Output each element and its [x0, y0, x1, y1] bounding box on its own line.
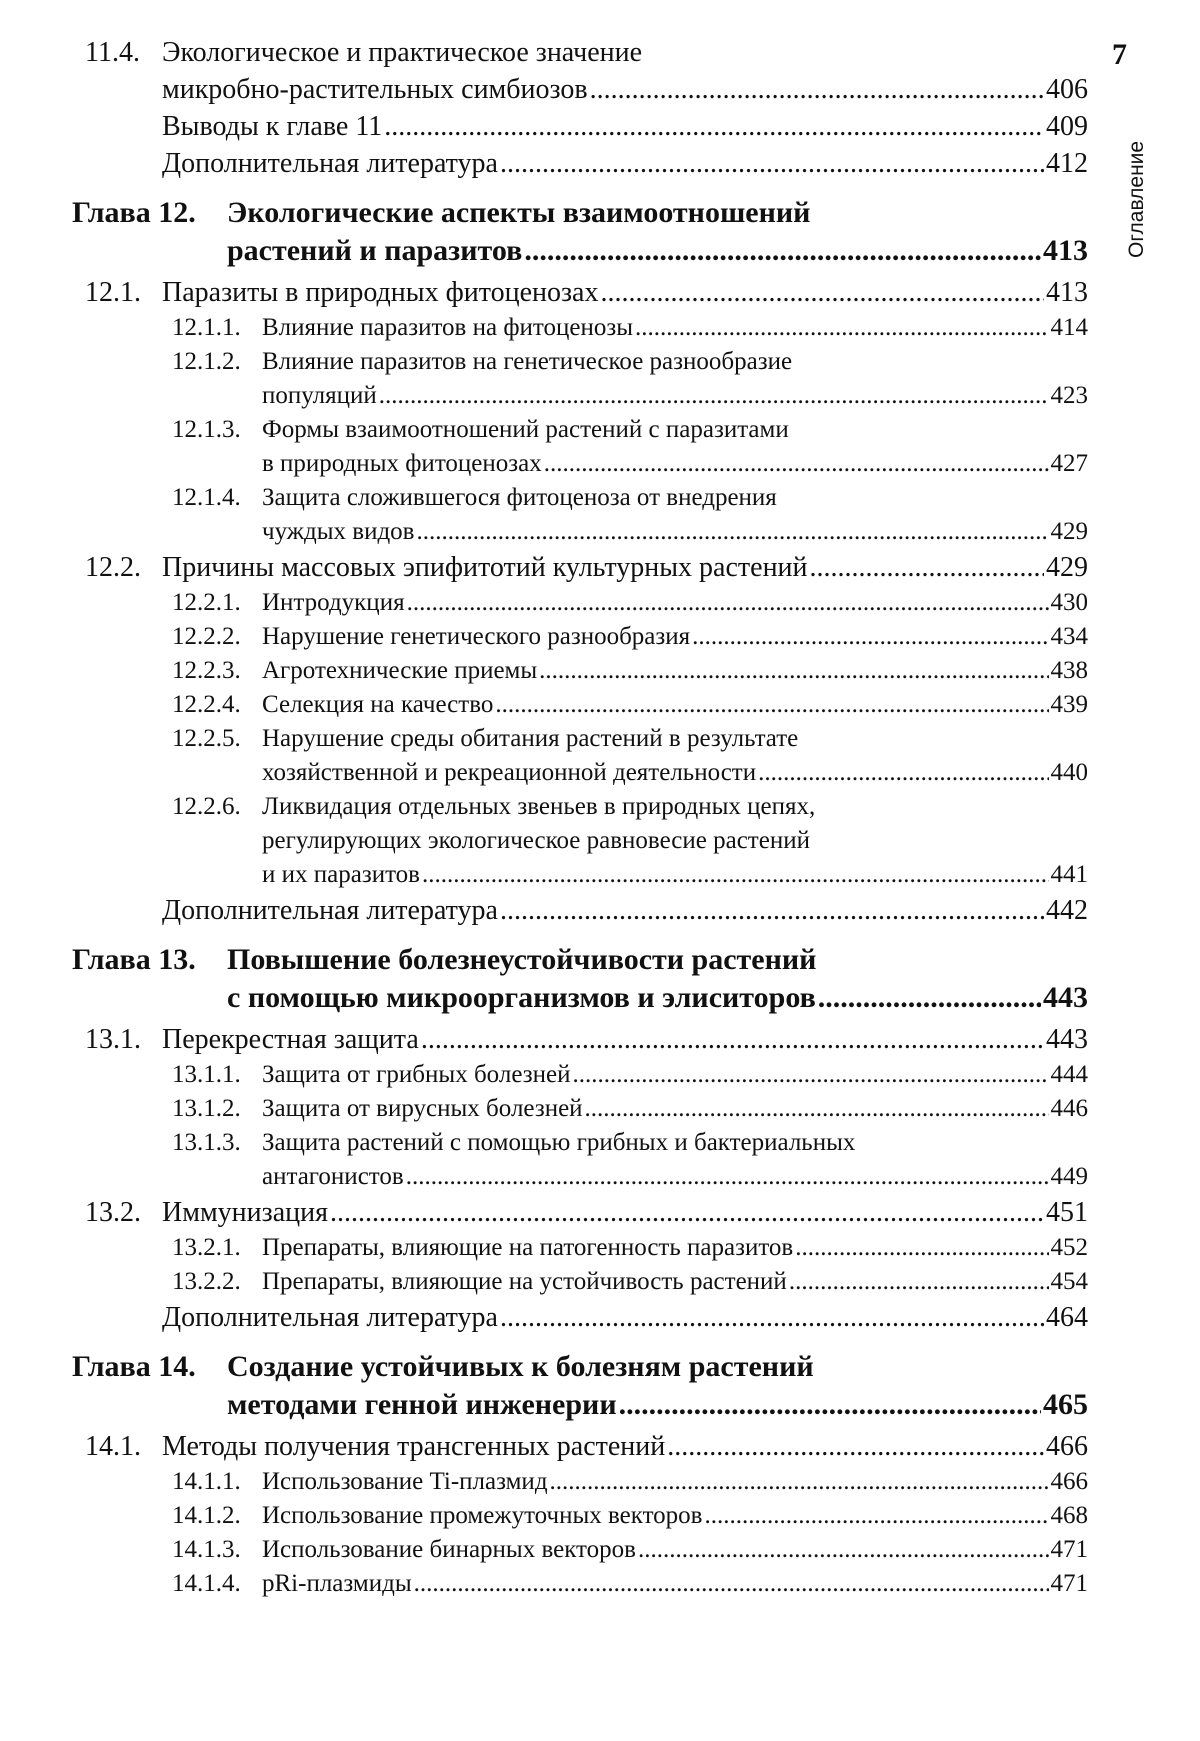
toc-section — [0, 274, 1200, 311]
toc-page-number: 413 — [1046, 277, 1088, 308]
toc-subsection — [0, 1265, 1200, 1299]
dot-leader — [544, 447, 1049, 481]
toc-section — [0, 1428, 1200, 1465]
toc-number: 12.2. — [85, 552, 141, 583]
toc-title: Ликвидация отдельных звеньев в природных цепях, — [262, 793, 816, 820]
dot-leader — [600, 274, 1044, 311]
toc-title: Препараты, влияющие на устойчивость растений — [262, 1268, 787, 1295]
toc-title: Защита сложившегося фитоценоза от внедрения — [262, 484, 777, 511]
toc-section — [0, 108, 1200, 145]
dot-leader — [585, 1092, 1049, 1126]
toc-subsection — [0, 586, 1200, 620]
toc-number: 14.1. — [85, 1431, 141, 1462]
dot-leader — [407, 586, 1049, 620]
toc-page-number: 430 — [1050, 589, 1088, 616]
toc-title: Повышение болезнеустойчивости растений — [227, 943, 817, 976]
toc-title: Влияние паразитов на генетическое разнообразие — [262, 348, 793, 375]
toc-page-number: 412 — [1046, 148, 1088, 179]
dot-leader — [500, 892, 1044, 929]
toc-page-number: 438 — [1050, 657, 1088, 684]
toc-page-number: 451 — [1046, 1197, 1088, 1228]
toc-page-number: 409 — [1046, 111, 1088, 142]
toc-page-number: 443 — [1043, 981, 1088, 1014]
toc-page-number: 439 — [1050, 691, 1088, 718]
toc-number: 13.1. — [85, 1024, 141, 1055]
toc-title: Выводы к главе 11 — [162, 111, 383, 142]
toc-title: Создание устойчивых к болезням растений — [227, 1350, 814, 1383]
dot-leader — [758, 756, 1048, 790]
page-number: 7 — [1112, 38, 1127, 71]
toc-page-number: 423 — [1050, 382, 1088, 409]
toc-section — [0, 1021, 1200, 1058]
toc-title: pRi-плазмиды — [262, 1570, 412, 1597]
toc-section — [0, 34, 1200, 108]
toc-title: микробно-растительных симбиозов — [162, 74, 588, 105]
toc-page-number: 440 — [1050, 759, 1088, 786]
dot-leader — [379, 379, 1049, 413]
toc-subsection — [0, 1465, 1200, 1499]
toc-page-number: 429 — [1050, 518, 1088, 545]
toc-title: Формы взаимоотношений растений с паразитами — [262, 416, 789, 443]
toc-page-number: 449 — [1050, 1163, 1088, 1190]
dot-leader — [818, 979, 1041, 1017]
toc-page-number: 468 — [1050, 1502, 1088, 1529]
toc-page-number: 443 — [1046, 1024, 1088, 1055]
toc-page-number: 429 — [1046, 552, 1088, 583]
toc-number: Глава 12. — [72, 196, 196, 229]
toc-title: популяций — [262, 382, 377, 409]
toc-number: Глава 14. — [72, 1350, 196, 1383]
toc-section — [0, 892, 1200, 929]
toc-title: Селекция на качество — [262, 691, 494, 718]
toc-subsection — [0, 1533, 1200, 1567]
toc-subsection — [0, 1231, 1200, 1265]
toc-title: Использование промежуточных векторов — [262, 1502, 703, 1529]
toc-title: Перекрестная защита — [162, 1024, 419, 1055]
toc-title: Экологические аспекты взаимоотношений — [227, 196, 811, 229]
toc-page-number: 466 — [1046, 1431, 1088, 1462]
toc-title: Причины массовых эпифитотий культурных растений — [162, 552, 808, 583]
toc-number: Глава 13. — [72, 943, 196, 976]
toc-section — [0, 1299, 1200, 1336]
dot-leader — [330, 1194, 1044, 1231]
dot-leader — [414, 1567, 1049, 1601]
toc-title: Защита растений с помощью грибных и бактериальных — [262, 1129, 856, 1156]
toc-title: Влияние паразитов на фитоценозы — [262, 314, 634, 341]
dot-leader — [619, 1386, 1041, 1424]
toc-page-number: 465 — [1043, 1388, 1088, 1421]
dot-leader — [406, 1160, 1049, 1194]
dot-leader — [705, 1499, 1049, 1533]
toc-subsection — [0, 345, 1200, 413]
dot-leader — [539, 654, 1048, 688]
dot-leader — [667, 1428, 1044, 1465]
toc-title: Дополнительная литература — [162, 148, 498, 179]
toc-title: Препараты, влияющие на патогенность паразитов — [262, 1234, 794, 1261]
toc-title: Экологическое и практическое значение — [162, 37, 643, 68]
toc-number: 12.2.6. — [172, 793, 241, 820]
toc-number: 12.2.3. — [172, 657, 241, 684]
toc-subsection — [0, 1058, 1200, 1092]
toc-chapter — [0, 194, 1200, 270]
toc-page-number: 471 — [1050, 1536, 1088, 1563]
toc-title: Иммунизация — [162, 1197, 328, 1228]
toc-page-number: 414 — [1050, 314, 1088, 341]
toc-number: 14.1.2. — [172, 1502, 241, 1529]
toc-number: 12.2.2. — [172, 623, 241, 650]
toc-number: 13.2.2. — [172, 1268, 241, 1295]
toc-subsection — [0, 688, 1200, 722]
toc-page-number: 452 — [1050, 1234, 1088, 1261]
toc-page-number: 471 — [1050, 1570, 1088, 1597]
toc-number: 14.1.4. — [172, 1570, 241, 1597]
dot-leader — [810, 549, 1044, 586]
toc-page-number: 464 — [1046, 1302, 1088, 1333]
toc-number: 12.1.4. — [172, 484, 241, 511]
dot-leader — [524, 232, 1041, 270]
toc-number: 13.2.1. — [172, 1234, 241, 1261]
toc-page-number: 466 — [1050, 1468, 1088, 1495]
dot-leader — [421, 1021, 1044, 1058]
toc-chapter — [0, 1348, 1200, 1424]
toc-number: 13.1.1. — [172, 1061, 241, 1088]
toc-number: 14.1.1. — [172, 1468, 241, 1495]
dot-leader — [692, 620, 1048, 654]
toc-subsection — [0, 481, 1200, 549]
dot-leader — [590, 71, 1044, 108]
toc-page-number: 441 — [1050, 861, 1088, 888]
toc-page-number: 427 — [1050, 450, 1088, 477]
dot-leader — [500, 1299, 1044, 1336]
dot-leader — [789, 1265, 1049, 1299]
toc-subsection — [0, 1126, 1200, 1194]
toc-number: 12.2.4. — [172, 691, 241, 718]
toc-section — [0, 145, 1200, 182]
toc-title: Защита от вирусных болезней — [262, 1095, 583, 1122]
toc-section — [0, 549, 1200, 586]
toc-page-number: 444 — [1050, 1061, 1088, 1088]
toc-page-number: 413 — [1043, 234, 1088, 267]
dot-leader — [795, 1231, 1048, 1265]
toc-number: 12.1. — [85, 277, 141, 308]
toc-title: Агротехнические приемы — [262, 657, 538, 684]
toc-number: 12.1.3. — [172, 416, 241, 443]
toc-number: 12.2.1. — [172, 589, 241, 616]
dot-leader — [417, 515, 1049, 549]
toc-title: чуждых видов — [262, 518, 415, 545]
dot-leader — [635, 311, 1048, 345]
toc-title: Дополнительная литература — [162, 895, 498, 926]
toc-subsection — [0, 311, 1200, 345]
toc-subsection — [0, 620, 1200, 654]
toc-title: с помощью микроорганизмов и элиситоров — [227, 981, 816, 1014]
toc-chapter — [0, 941, 1200, 1017]
dot-leader — [572, 1058, 1048, 1092]
toc-page-number: 434 — [1050, 623, 1088, 650]
toc-title: методами генной инженерии — [227, 1388, 617, 1421]
toc-title: Использование Ti-плазмид — [262, 1468, 548, 1495]
toc-title: Интродукция — [262, 589, 405, 616]
toc-number: 13.1.2. — [172, 1095, 241, 1122]
toc-subsection — [0, 1499, 1200, 1533]
toc-number: 11.4. — [85, 37, 140, 68]
toc-title: Использование бинарных векторов — [262, 1536, 636, 1563]
toc-title: антагонистов — [262, 1163, 404, 1190]
toc-subsection — [0, 1567, 1200, 1601]
toc-title: растений и паразитов — [227, 234, 523, 267]
toc-title: Нарушение генетического разнообразия — [262, 623, 691, 650]
toc-title: Защита от грибных болезней — [262, 1061, 571, 1088]
toc-section — [0, 1194, 1200, 1231]
toc-title: Паразиты в природных фитоценозах — [162, 277, 599, 308]
toc-subsection — [0, 654, 1200, 688]
toc-subsection — [0, 413, 1200, 481]
toc-title: регулирующих экологическое равновесие растений — [262, 827, 810, 854]
dot-leader — [384, 108, 1044, 145]
toc-number: 13.2. — [85, 1197, 141, 1228]
toc-title: в природных фитоценозах — [262, 450, 542, 477]
toc-title: Нарушение среды обитания растений в результате — [262, 725, 799, 752]
toc-title: хозяйственной и рекреационной деятельности — [262, 759, 757, 786]
running-head: Оглавление — [1125, 140, 1148, 258]
toc-number: 12.1.1. — [172, 314, 241, 341]
toc-title: Дополнительная литература — [162, 1302, 498, 1333]
toc-title: и их паразитов — [262, 861, 420, 888]
toc-title: Методы получения трансгенных растений — [162, 1431, 666, 1462]
toc-page-number: 446 — [1050, 1095, 1088, 1122]
toc-page-number: 442 — [1046, 895, 1088, 926]
toc-number: 13.1.3. — [172, 1129, 241, 1156]
dot-leader — [500, 145, 1044, 182]
toc-page-number: 406 — [1046, 74, 1088, 105]
toc-number: 14.1.3. — [172, 1536, 241, 1563]
dot-leader — [422, 858, 1049, 892]
toc-subsection — [0, 790, 1200, 892]
toc-subsection — [0, 1092, 1200, 1126]
dot-leader — [638, 1533, 1049, 1567]
toc-number: 12.1.2. — [172, 348, 241, 375]
toc-subsection — [0, 722, 1200, 790]
dot-leader — [550, 1465, 1049, 1499]
dot-leader — [495, 688, 1048, 722]
toc-number: 12.2.5. — [172, 725, 241, 752]
toc-page-number: 454 — [1050, 1268, 1088, 1295]
